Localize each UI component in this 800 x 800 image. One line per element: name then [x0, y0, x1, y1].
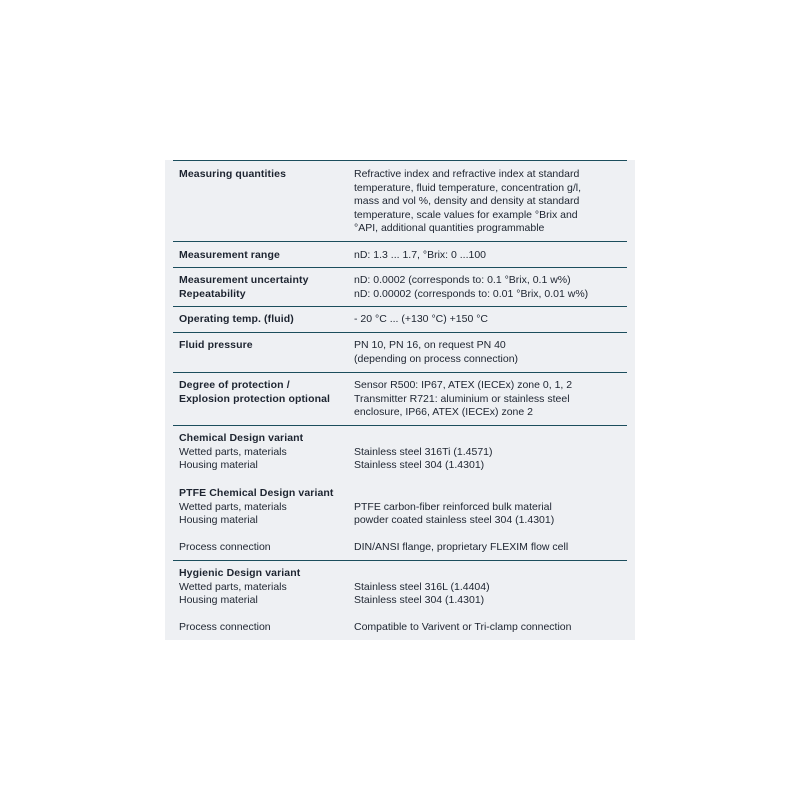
- row-label: Degree of protection / Explosion protection optional: [179, 379, 331, 405]
- row-value: nD: 0.0002 (corresponds to: 0.1 °Brix, 0.1 w%) nD: 0.00002 (corresponds to: 0.01 °Brix, 0.01 w%): [354, 274, 589, 300]
- row-value: Sensor R500: IP67, ATEX (IECEx) zone 0, 1, 2 Transmitter R721: aluminium or stainless steel enclosure, IP66, ATEX (IECEx) zone 2: [354, 379, 573, 419]
- row-divider: [173, 306, 627, 307]
- row-label: Measuring quantities: [179, 168, 287, 180]
- row-label: Operating temp. (fluid): [179, 313, 294, 325]
- row-value: PTFE carbon-fiber reinforced bulk material powder coated stainless steel 304 (1.4301): [354, 500, 555, 527]
- variant-title: Chemical Design variant: [179, 432, 304, 444]
- row-divider: [173, 372, 627, 373]
- row-label: PTFE Chemical Design variant Wetted parts, materials Housing material: [179, 487, 354, 528]
- row-label: Chemical Design variant Wetted parts, materials Housing material: [179, 432, 354, 473]
- row-value: Stainless steel 316Ti (1.4571) Stainless steel 304 (1.4301): [354, 445, 493, 472]
- row-label: Process connection: [179, 541, 271, 553]
- row-label: Process connection: [179, 621, 271, 633]
- row-value: - 20 °C ... (+130 °C) +150 °C: [354, 313, 488, 325]
- row-divider: [173, 425, 627, 426]
- row-divider: [173, 241, 627, 242]
- row-label: Measurement range: [179, 249, 280, 261]
- row-label: Hygienic Design variant Wetted parts, materials Housing material: [179, 567, 354, 608]
- row-divider: [173, 560, 627, 561]
- row-divider: [173, 332, 627, 333]
- variant-title: Hygienic Design variant: [179, 567, 301, 579]
- row-value: nD: 1.3 ... 1.7, °Brix: 0 ...100: [354, 249, 487, 261]
- spec-table: [165, 160, 635, 640]
- row-value: Refractive index and refractive index at standard temperature, fluid temperature, concentration g/l, mass and vol %, density and density at standard temperature, scale values for example °Brix and °API, additional quantities programmable: [354, 168, 582, 235]
- row-divider: [173, 267, 627, 268]
- row-value: Compatible to Varivent or Tri-clamp connection: [354, 621, 572, 633]
- row-divider: [173, 160, 627, 161]
- row-value: Stainless steel 316L (1.4404) Stainless steel 304 (1.4301): [354, 580, 490, 607]
- variant-title: PTFE Chemical Design variant: [179, 487, 334, 499]
- row-value: PN 10, PN 16, on request PN 40 (depending on process connection): [354, 339, 519, 365]
- row-label: Measurement uncertainty Repeatability: [179, 274, 309, 300]
- row-label: Fluid pressure: [179, 339, 253, 351]
- row-value: DIN/ANSI flange, proprietary FLEXIM flow cell: [354, 541, 569, 553]
